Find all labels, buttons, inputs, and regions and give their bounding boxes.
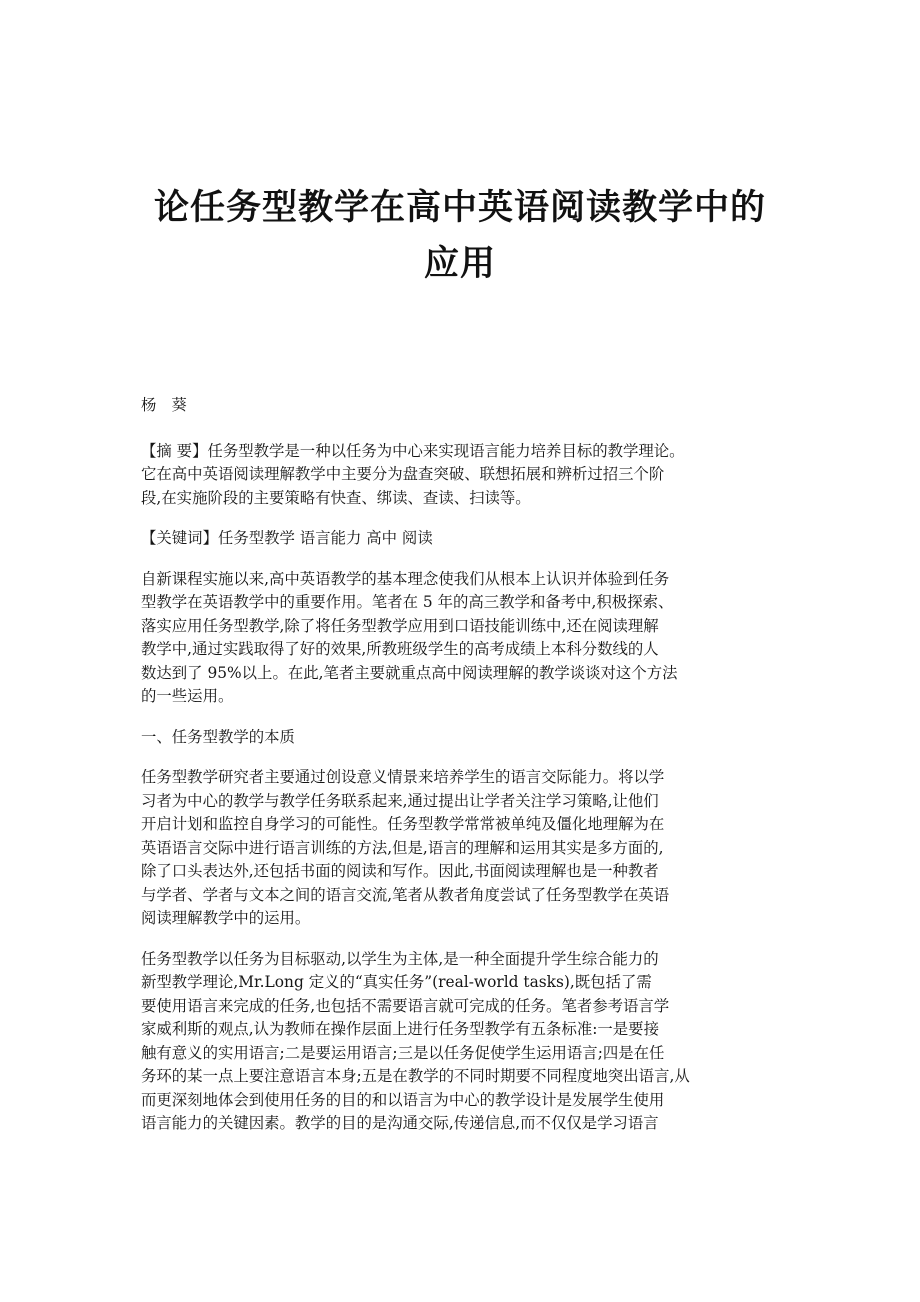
author-surname: 杨 (141, 396, 157, 414)
abstract-line: 段,在实施阶段的主要策略有快查、绑读、查读、扫读等。 (141, 488, 531, 507)
paragraph-line: 自新课程实施以来,高中英语教学的基本理念使我们从根本上认识并体验到任务 (141, 569, 670, 588)
paragraph-line: 任务型教学研究者主要通过创设意义情景来培养学生的语言交际能力。将以学 (141, 768, 665, 786)
paragraph-line: 除了口头表达外,还包括书面的阅读和写作。因此,书面阅读理解也是一种教者 (141, 862, 659, 880)
paragraph-line: 与学者、学者与文本之间的语言交流,笔者从教者角度尝试了任务型教学在英语 (141, 885, 670, 904)
abstract (141, 440, 821, 511)
paragraph-line: 触有意义的实用语言;二是要运用语言;三是以任务促使学生运用语言;四是在任 (141, 1043, 665, 1062)
section-heading-text: 一、任务型教学的本质 (141, 727, 295, 746)
body-paragraph-1 (141, 766, 821, 931)
paragraph-line: 数达到了 95%以上。在此,笔者主要就重点高中阅读理解的教学谈谈对这个方法 (141, 663, 678, 682)
abstract-line: 它在高中英语阅读理解教学中主要分为盘查突破、联想拓展和辨析过招三个阶 (141, 465, 665, 483)
paragraph-line: 型教学在英语教学中的重要作用。笔者在 5 年的高三教学和备考中,积极探索、 (141, 593, 674, 611)
body-paragraph-2 (141, 948, 821, 1136)
paragraph-line: 家威利斯的观点,认为教师在操作层面上进行任务型教学有五条标准:一是要接 (141, 1020, 659, 1038)
paragraph-line: 落实应用任务型教学,除了将任务型教学应用到口语技能训练中,还在阅读理解 (141, 616, 659, 635)
title-line-1: 论任务型教学在高中英语阅读教学中的 (153, 188, 766, 228)
author (141, 394, 821, 418)
paper-title (120, 180, 800, 292)
paragraph-line: 阅读理解教学中的运用。 (141, 909, 311, 927)
paragraph-line: 任务型教学以任务为目标驱动,以学生为主体,是一种全面提升学生综合能力的 (141, 949, 659, 968)
paragraph-line: 而更深刻地体会到使用任务的目的和以语言为中心的教学设计是发展学生使用 (141, 1090, 665, 1109)
paragraph-line: 务环的某一点上要注意语言本身;五是在教学的不同时期要不同程度地突出语言,从 (141, 1067, 690, 1085)
paragraph-line: 的一些运用。 (141, 687, 234, 705)
paper-body (141, 394, 821, 1153)
abstract-line: 【摘 要】任务型教学是一种以任务为中心来实现语言能力培养目标的教学理论。 (141, 441, 685, 460)
paragraph-line: 要使用语言来完成的任务,也包括不需要语言就可完成的任务。笔者参考语言学 (141, 996, 670, 1015)
section-heading (141, 726, 821, 750)
paragraph-line: 习者为中心的教学与教学任务联系起来,通过提出让学者关注学习策略,让他们 (141, 791, 659, 810)
paragraph-line: 语言能力的关键因素。教学的目的是沟通交际,传递信息,而不仅仅是学习语言 (141, 1114, 659, 1132)
intro-paragraph (141, 568, 821, 709)
paragraph-line: 开启计划和监控自身学习的可能性。任务型教学常常被单纯及僵化地理解为在 (141, 815, 665, 833)
paragraph-line: 英语语言交际中进行语言训练的方法,但是,语言的理解和运用其实是多方面的, (141, 838, 664, 857)
keywords (141, 527, 821, 551)
author-given-name: 葵 (171, 396, 187, 414)
paragraph-line: 新型教学理论,Mr.Long 定义的“真实任务”(real-world tasks),既包括了需 (141, 973, 652, 991)
title-line-2: 应用 (423, 244, 496, 284)
keywords-line: 【关键词】任务型教学 语言能力 高中 阅读 (141, 529, 433, 547)
paragraph-line: 教学中,通过实践取得了好的效果,所教班级学生的高考成绩上本科分数线的人 (141, 640, 659, 658)
